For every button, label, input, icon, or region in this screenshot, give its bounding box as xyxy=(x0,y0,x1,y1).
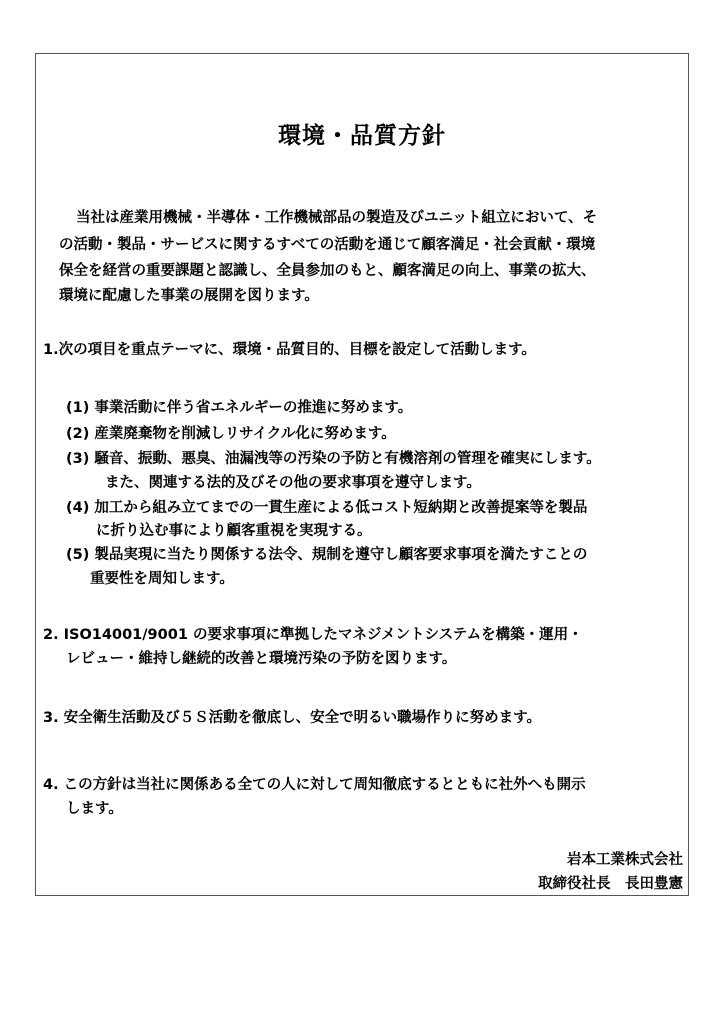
section-4-line-1: 4. この方針は当社に関係ある全ての人に対して周知徹底するとともに社外へも開示 xyxy=(43,777,586,793)
signatory: 取締役社長 長田豊憲 xyxy=(538,876,683,892)
section-4-line-2: します。 xyxy=(66,801,123,817)
section-1-item-4: (4) 加工から組み立てまでの一貫生産による低コスト短納期と改善提案等を製品 xyxy=(66,500,588,516)
section-2-line-1: 2. ISO14001/9001 の要求事項に準拠したマネジメントシステムを構築・運用・ xyxy=(43,627,583,643)
section-1-item-3: (3) 騒音、振動、悪臭、油漏洩等の汚染の予防と有機溶剤の管理を確実にします。 xyxy=(66,451,601,467)
section-1-heading: 1.次の項目を重点テーマに、環境・品質目的、目標を設定して活動します。 xyxy=(43,342,536,358)
company-name: 岩本工業株式会社 xyxy=(567,852,683,868)
intro-line-4: 環境に配慮した事業の展開を図ります。 xyxy=(59,288,319,304)
section-1-item-2: (2) 産業廃棄物を削減しリサイクル化に努めます。 xyxy=(66,426,396,442)
section-2-line-2: レビュー・維持し継続的改善と環境汚染の予防を図ります。 xyxy=(66,651,457,667)
section-1-item-3-cont: また、関連する法的及びその他の要求事項を遵守します。 xyxy=(105,475,481,491)
section-1-item-5-cont: 重要性を周知します。 xyxy=(90,571,234,587)
section-1-item-1: (1) 事業活動に伴う省エネルギーの推進に努めます。 xyxy=(66,400,413,416)
intro-line-2: の活動・製品・サービスに関するすべての活動を通じて顧客満足・社会貢献・環境 xyxy=(59,237,596,253)
page-title: 環境・品質方針 xyxy=(278,123,446,149)
intro-line-3: 保全を経営の重要課題と認識し、全員参加のもと、顧客満足の向上、事業の拡大、 xyxy=(59,263,596,279)
intro-line-1: 当社は産業用機械・半導体・工作機械部品の製造及びユニット組立において、そ xyxy=(76,210,598,226)
section-3-line: 3. 安全衛生活動及び５Ｓ活動を徹底し、安全で明るい職場作りに努めます。 xyxy=(43,710,541,726)
section-1-item-4-cont: に折り込む事により顧客重視を実現する。 xyxy=(96,523,372,539)
section-1-item-5: (5) 製品実現に当たり関係する法令、規制を遵守し顧客要求事項を満たすことの xyxy=(66,547,588,563)
